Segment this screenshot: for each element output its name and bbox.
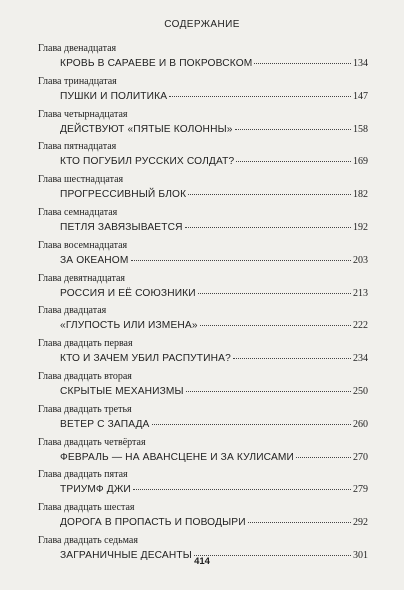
dot-leader — [169, 96, 351, 97]
chapter-title: ЗАГРАНИЧНЫЕ ДЕСАНТЫ — [60, 549, 192, 561]
chapter-page-number: 222 — [353, 320, 368, 332]
chapter-page-number: 182 — [353, 189, 368, 201]
chapter-title: ДОРОГА В ПРОПАСТЬ И ПОВОДЫРИ — [60, 517, 246, 529]
chapter-label: Глава восемнадцатая — [38, 239, 128, 251]
chapter-page-number: 260 — [353, 418, 368, 430]
chapter-label: Глава двадцать шестая — [38, 502, 135, 514]
chapter-page-number: 301 — [353, 549, 368, 561]
dot-leader — [200, 325, 351, 326]
dot-leader — [133, 489, 351, 490]
chapter-page-number: 158 — [353, 123, 368, 135]
toc-line — [60, 319, 368, 332]
toc-entry — [0, 338, 404, 371]
dot-leader — [235, 129, 351, 130]
dot-leader — [152, 424, 351, 425]
toc-list — [0, 43, 404, 568]
chapter-label: Глава семнадцатая — [38, 206, 118, 218]
toc-entry — [0, 76, 404, 109]
toc-line — [60, 516, 368, 529]
chapter-label: Глава двадцать первая — [38, 338, 133, 350]
chapter-title: РОССИЯ И ЕЁ СОЮЗНИКИ — [60, 287, 196, 299]
chapter-page-number: 279 — [353, 484, 368, 496]
chapter-page-number: 213 — [353, 287, 368, 299]
toc-entry — [0, 437, 404, 470]
dot-leader — [248, 522, 351, 523]
toc-heading: СОДЕРЖАНИЕ — [164, 19, 240, 30]
toc-line — [60, 418, 368, 431]
chapter-title: СКРЫТЫЕ МЕХАНИЗМЫ — [60, 385, 184, 397]
chapter-label: Глава двадцать вторая — [38, 370, 132, 382]
chapter-label: Глава девятнадцатая — [38, 272, 126, 284]
toc-entry — [0, 174, 404, 207]
chapter-label: Глава двадцать четвёртая — [38, 436, 146, 448]
toc-line — [60, 254, 368, 267]
chapter-title: ДЕЙСТВУЮТ «ПЯТЫЕ КОЛОННЫ» — [60, 123, 233, 135]
chapter-page-number: 250 — [353, 385, 368, 397]
chapter-title: КРОВЬ В САРАЕВЕ И В ПОКРОВСКОМ — [60, 58, 253, 69]
chapter-title: ТРИУМФ ДЖИ — [60, 484, 131, 496]
chapter-title: ЗА ОКЕАНОМ — [60, 254, 129, 266]
chapter-title: «ГЛУПОСТЬ ИЛИ ИЗМЕНА» — [60, 320, 198, 332]
toc-entry — [0, 43, 404, 76]
toc-entry — [0, 469, 404, 502]
dot-leader — [198, 293, 351, 294]
page-number: 414 — [194, 556, 210, 567]
toc-line — [60, 451, 368, 464]
toc-entry — [0, 141, 404, 174]
toc-entry — [0, 371, 404, 404]
toc-entry — [0, 273, 404, 306]
chapter-page-number: 270 — [353, 451, 368, 463]
chapter-page-number: 134 — [353, 58, 368, 69]
chapter-label: Глава двадцатая — [38, 305, 107, 317]
chapter-page-number: 292 — [353, 517, 368, 529]
toc-line — [60, 287, 368, 300]
chapter-label: Глава двадцать третья — [38, 403, 132, 415]
toc-entry — [0, 109, 404, 142]
chapter-label: Глава пятнадцатая — [38, 141, 117, 153]
chapter-page-number: 234 — [353, 353, 368, 365]
dot-leader — [131, 260, 352, 261]
toc-entry — [0, 240, 404, 273]
toc-line — [60, 221, 368, 234]
chapter-label: Глава тринадцатая — [38, 75, 117, 87]
chapter-title: КТО И ЗАЧЕМ УБИЛ РАСПУТИНА? — [60, 353, 231, 365]
chapter-page-number: 169 — [353, 156, 368, 168]
toc-line — [60, 188, 368, 201]
chapter-title: ФЕВРАЛЬ — НА АВАНСЦЕНЕ И ЗА КУЛИСАМИ — [60, 451, 295, 463]
toc-entry — [0, 404, 404, 437]
chapter-title: ВЕТЕР С ЗАПАДА — [60, 418, 150, 430]
toc-line — [60, 123, 368, 136]
chapter-label: Глава шестнадцатая — [38, 174, 124, 186]
toc-entry — [0, 305, 404, 338]
toc-line — [60, 155, 368, 168]
toc-line — [60, 57, 368, 70]
chapter-title: КТО ПОГУБИЛ РУССКИХ СОЛДАТ? — [60, 156, 235, 168]
chapter-title: ПЕТЛЯ ЗАВЯЗЫВАЕТСЯ — [60, 221, 183, 233]
chapter-title: ПРОГРЕССИВНЫЙ БЛОК — [60, 189, 187, 201]
dot-leader — [185, 227, 351, 228]
dot-leader — [186, 391, 351, 392]
toc-entry — [0, 502, 404, 535]
toc-line — [60, 90, 368, 103]
toc-line — [60, 352, 368, 365]
chapter-label: Глава четырнадцатая — [38, 108, 128, 120]
chapter-page-number: 203 — [353, 254, 368, 266]
chapter-label: Глава двадцать седьмая — [38, 534, 138, 546]
chapter-label: Глава двадцать пятая — [38, 469, 128, 481]
dot-leader — [188, 194, 351, 195]
toc-line — [60, 483, 368, 496]
chapter-page-number: 147 — [353, 90, 368, 102]
dot-leader — [233, 358, 351, 359]
dot-leader — [296, 457, 351, 458]
chapter-title: ПУШКИ И ПОЛИТИКА — [60, 90, 168, 102]
toc-entry — [0, 207, 404, 240]
toc-line — [60, 385, 368, 398]
dot-leader — [254, 63, 351, 64]
dot-leader — [236, 161, 351, 162]
chapter-label: Глава двенадцатая — [38, 43, 117, 54]
chapter-page-number: 192 — [353, 221, 368, 233]
